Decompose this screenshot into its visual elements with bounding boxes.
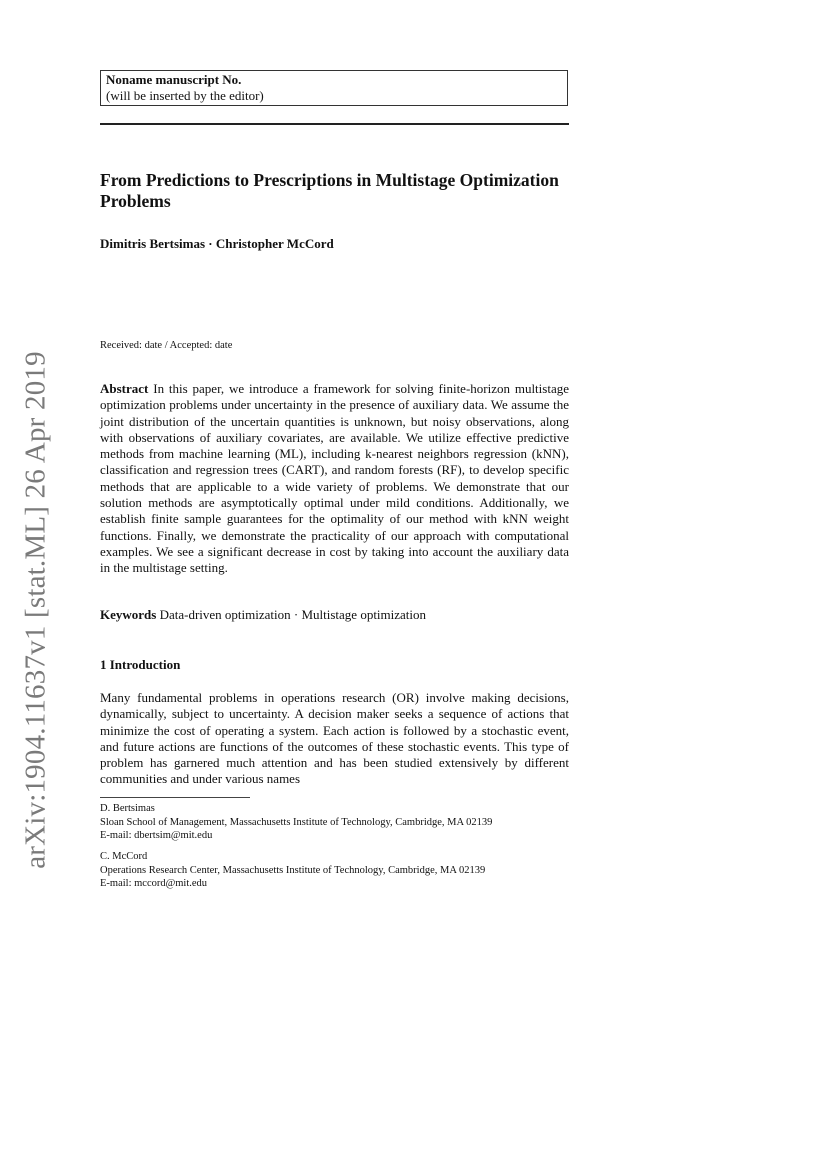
arxiv-identifier-stamp: arXiv:1904.11637v1 [stat.ML] 26 Apr 2019 [19,351,52,869]
abstract-text: In this paper, we introduce a framework for solving finite-horizon multistage optimization problems under uncertainty in the presence of auxiliary data. We assume the joint distribution of the uncertain quantities is unknown, but noisy observations, along with observations of auxiliary covariates, are available. We utilize effective predictive methods from machine learning (ML), including k-nearest neighbors regression (kNN), classification and regression trees (CART), and random forests (RF), to develop specific methods that are applicable to a wide variety of problems. We demonstrate that our solution methods are asymptotically optimal under mild conditions. Additionally, we establish finite sample guarantees for the optimality of our method with kNN weight functions. Finally, we demonstrate the practicality of our approach with computational examples. We see a significant decrease in cost by taking into account the auxiliary data in the multistage setting. [100,381,569,576]
footnote-author-email: E-mail: mccord@mit.edu [100,878,208,889]
keywords-text: Data-driven optimization · Multistage optimization [159,607,427,622]
section-heading-introduction: 1 Introduction [100,657,181,672]
abstract [100,381,569,577]
keywords [100,607,569,623]
header-rule [100,123,569,125]
footnote-rule [100,797,250,798]
footnote-author-email: E-mail: dbertsim@mit.edu [100,830,213,841]
footnote-author-2 [100,850,580,891]
manuscript-number-box [100,70,568,106]
author-list: Dimitris Bertsimas · Christopher McCord [100,236,334,251]
keywords-label: Keywords [100,607,157,622]
footnote-author-affiliation: Operations Research Center, Massachusetts Institute of Technology, Cambridge, MA 02139 [100,864,486,876]
footnote-author-name: D. Bertsimas [100,803,155,814]
received-date-line: Received: date / Accepted: date [100,340,233,351]
footnote-author-name: C. McCord [100,851,148,862]
footnote-author-1 [100,802,580,843]
footnote-author-affiliation: Sloan School of Management, Massachusetts Institute of Technology, Cambridge, MA 02139 [100,816,493,828]
abstract-label: Abstract [100,381,149,396]
paper-title: From Predictions to Prescriptions in Multistage Optimization Problems [100,170,559,211]
manuscript-number-label: Noname manuscript No. [106,72,242,87]
introduction-paragraph: Many fundamental problems in operations research (OR) involve making decisions, dynamically, subject to uncertainty. A decision maker seeks a sequence of actions that minimize the cost of operating a system. Each action is followed by a stochastic event, and future actions are functions of the outcomes of these stochastic events. This type of problem has garnered much attention and has been studied extensively by different communities and under various names [100,690,569,787]
manuscript-editor-note: (will be inserted by the editor) [106,88,264,103]
